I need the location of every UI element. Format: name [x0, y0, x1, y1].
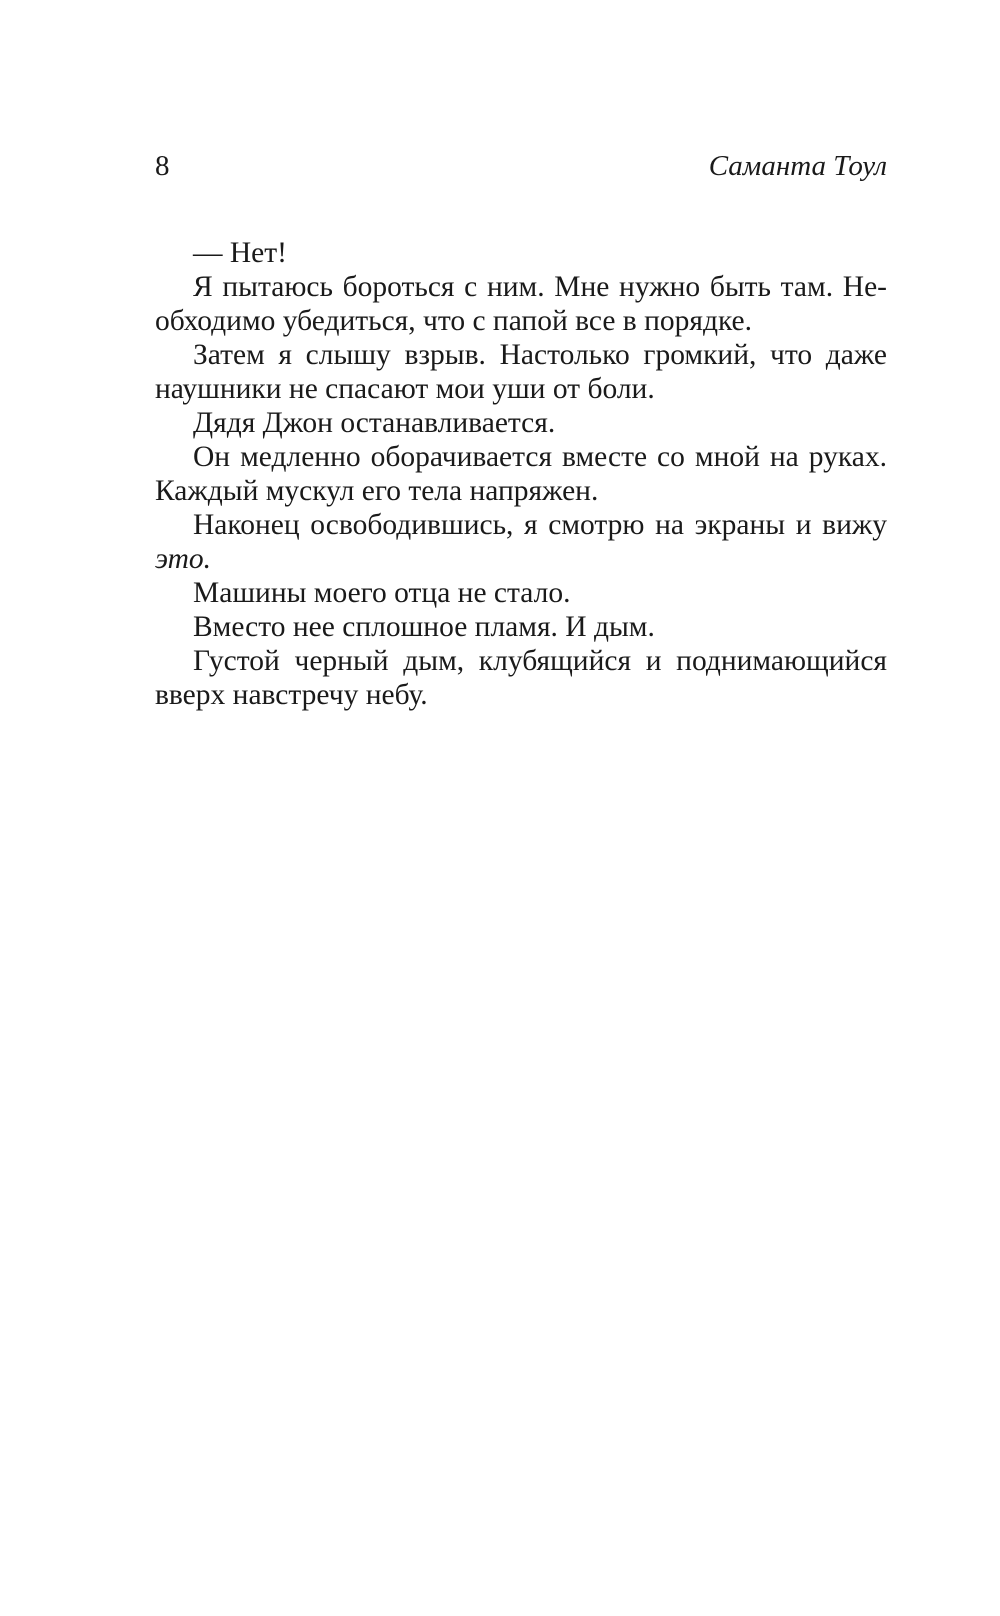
- page-number: 8: [155, 150, 170, 182]
- text-line: Я пытаюсь бороться с ним. Мне нужно быть там. Не-: [193, 271, 887, 303]
- text-line: Каждый мускул его тела напряжен.: [155, 475, 599, 507]
- text-line: обходимо убедиться, что с папой все в порядке.: [155, 305, 753, 337]
- italic-word: это.: [155, 543, 212, 575]
- text-line: вверх навстречу небу.: [155, 679, 428, 711]
- text-line: Вместо нее сплошное пламя. И дым.: [193, 611, 655, 643]
- body-text: [155, 236, 887, 712]
- page-header: [155, 146, 887, 186]
- text-line: Густой черный дым, клубящийся и поднимающийся: [193, 645, 887, 677]
- text-line: наушники не спасают мои уши от боли.: [155, 373, 655, 405]
- text-line: Наконец освободившись, я смотрю на экраны и вижу: [193, 509, 887, 541]
- text-line: Он медленно оборачивается вместе со мной на руках.: [193, 441, 887, 473]
- running-head-author: Саманта Тоул: [708, 150, 887, 182]
- text-line: Дядя Джон останавливается.: [193, 407, 556, 439]
- text-line: Машины моего отца не стало.: [193, 577, 571, 609]
- text-line: — Нет!: [193, 237, 287, 269]
- text-line-italic: [155, 542, 887, 576]
- text-line: Затем я слышу взрыв. Настолько громкий, что даже: [193, 339, 887, 371]
